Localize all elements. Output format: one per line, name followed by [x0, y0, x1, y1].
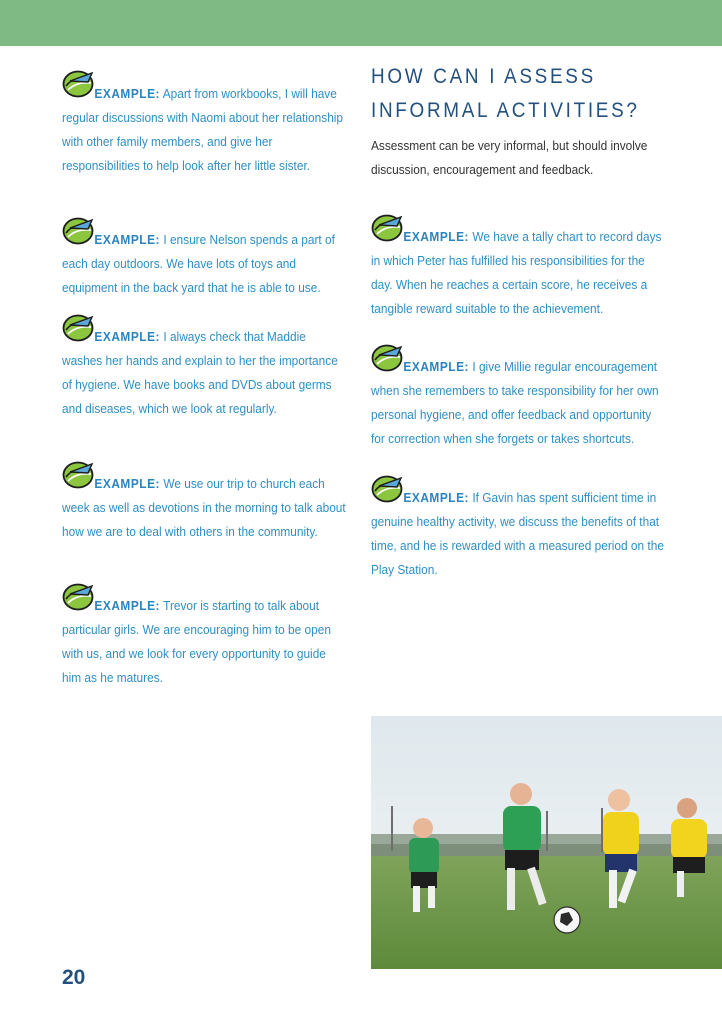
example-label: EXAMPLE: — [94, 476, 161, 491]
example-text: We have a tally chart to record days in which Peter has fulfilled his responsibilities for the day. When he reaches a certain score, he receives a tangible reward suitable to the achievement. — [371, 229, 662, 316]
example-text: Trevor is starting to talk about particular girls. We are encouraging him to be open with us, and we look for every opportunity to guide him as he matures. — [62, 598, 331, 685]
example-text: I give Millie regular encouragement when she remembers to take responsibility for her own personal hygiene, and offer feedback and opportunity for correction when she forgets or takes shortcuts. — [371, 359, 659, 446]
example-text: I ensure Nelson spends a part of each day outdoors. We have lots of toys and equipment in the back yard that he is able to use. — [62, 232, 335, 295]
example-text: I always check that Maddie washes her hands and explain to her the importance of hygiene. We have books and DVDs about germs and diseases, which we look at regularly. — [62, 329, 338, 416]
header-band — [0, 0, 722, 46]
example-peter — [371, 225, 666, 321]
example-gavin — [371, 486, 666, 582]
example-text: Apart from workbooks, I will have regular discussions with Naomi about her relationship with other family members, and give her responsibilities to help look after her little sister. — [62, 86, 344, 173]
example-label: EXAMPLE: — [94, 232, 161, 247]
example-millie — [371, 355, 666, 451]
example-maddie — [62, 325, 348, 421]
example-text: We use our trip to church each week as well as devotions in the morning to talk about how we are to deal with others in the community. — [62, 476, 346, 539]
example-label: EXAMPLE: — [94, 86, 161, 101]
example-label: EXAMPLE: — [403, 229, 470, 244]
section-heading — [371, 60, 677, 128]
example-church — [62, 472, 348, 544]
example-label: EXAMPLE: — [94, 329, 161, 344]
page-number: 20 — [62, 966, 86, 989]
example-text: If Gavin has spent sufficient time in genuine healthy activity, we discuss the benefits of that time, and he is rewarded with a measured period on the Play Station. — [371, 490, 664, 577]
example-label: EXAMPLE: — [403, 359, 470, 374]
soccer-photo — [371, 716, 722, 969]
example-nelson — [62, 228, 348, 300]
section-intro: Assessment can be very informal, but should involve discussion, encouragement and feedback. — [371, 138, 648, 177]
example-trevor — [62, 594, 348, 690]
heading-line-1: HOW CAN I ASSESS — [371, 65, 596, 88]
heading-line-2: INFORMAL ACTIVITIES? — [371, 99, 640, 122]
example-label: EXAMPLE: — [94, 598, 161, 613]
example-label: EXAMPLE: — [403, 490, 470, 505]
example-naomi — [62, 82, 348, 178]
